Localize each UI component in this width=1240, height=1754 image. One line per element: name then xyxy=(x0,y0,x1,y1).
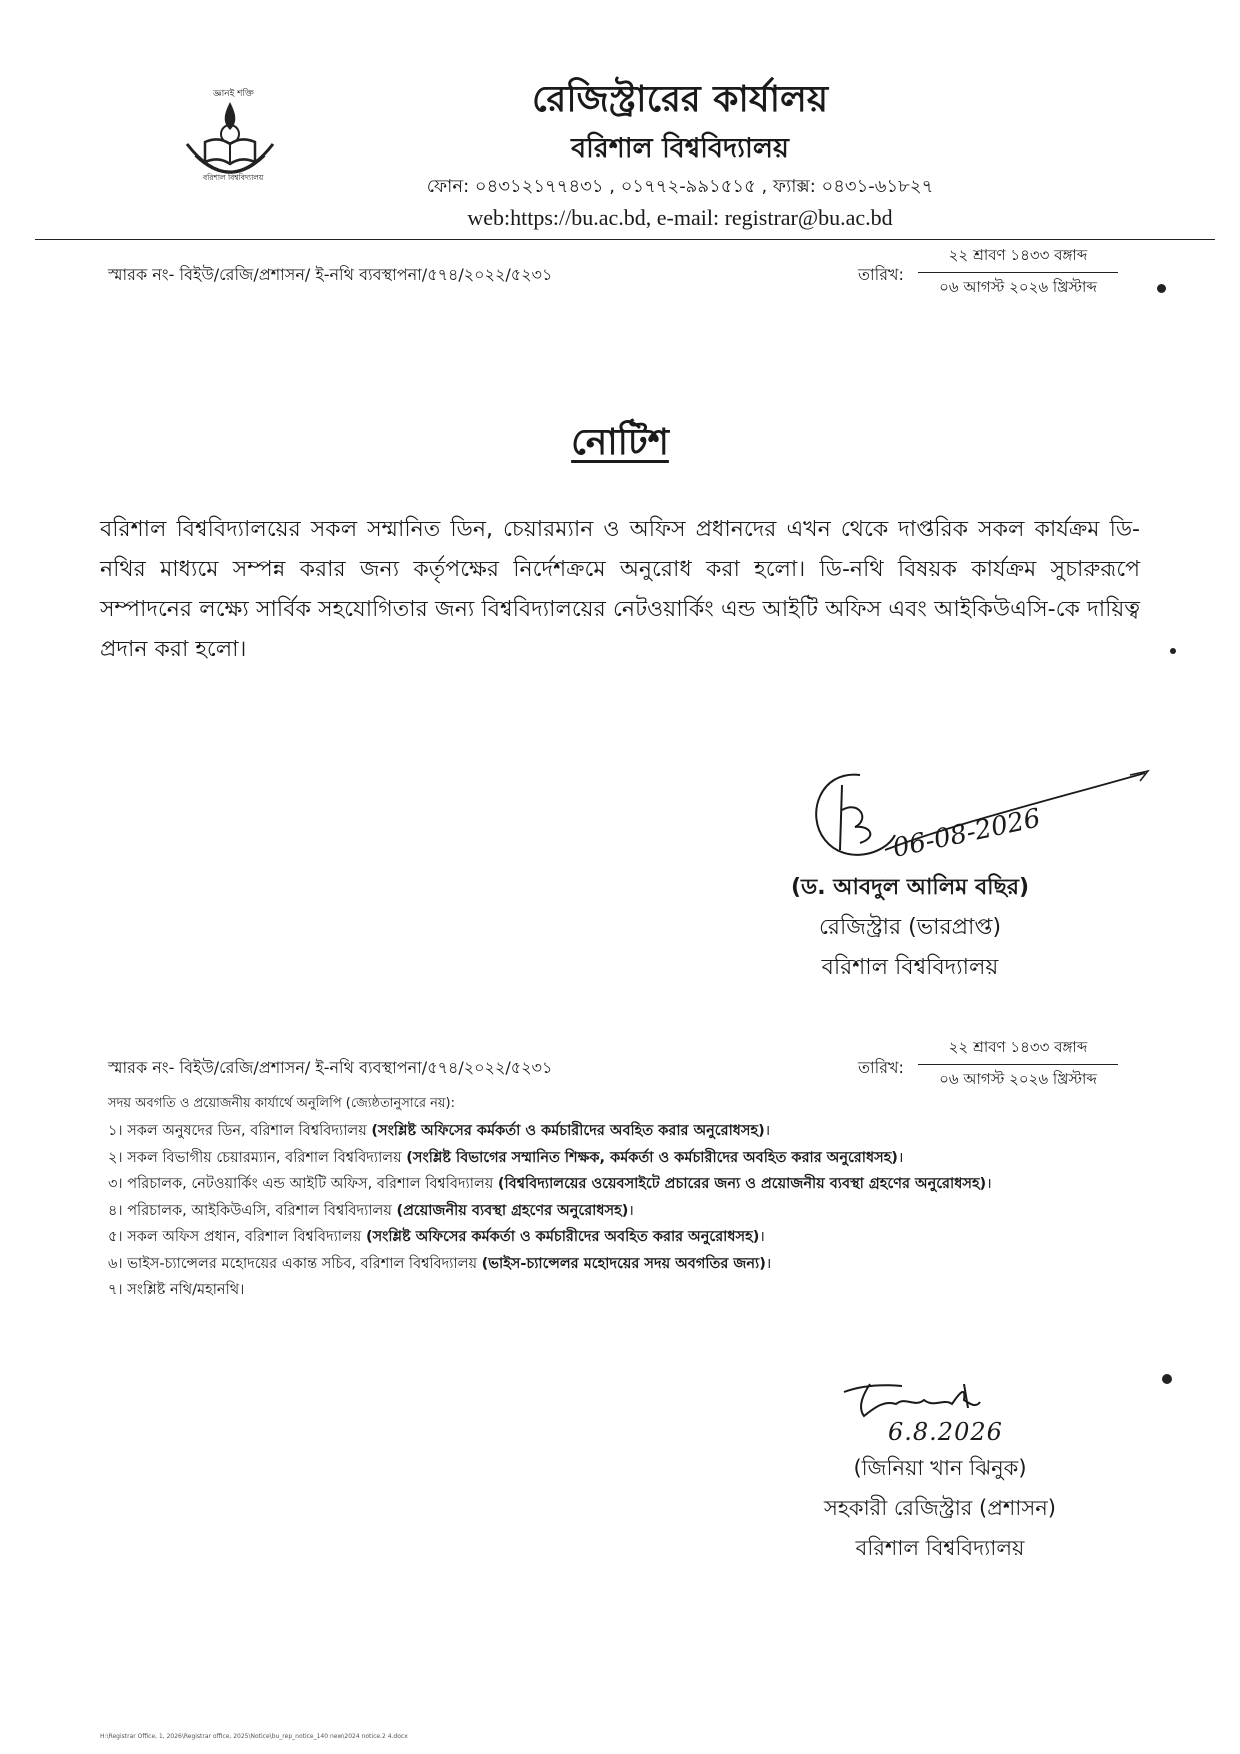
registrar-title: রেজিস্ট্রার (ভারপ্রাপ্ত) xyxy=(818,915,1002,940)
notice-title: নোটিশ xyxy=(571,422,669,463)
web-email-line: web:https://bu.ac.bd, e-mail: registrar@bu.ac.bd xyxy=(467,205,893,230)
date-bangla-bottom: ২২ শ্রাবণ ১৪৩৩ বঙ্গাব্দ xyxy=(918,1036,1118,1065)
date-bangla-top: ২২ শ্রাবণ ১৪৩৩ বঙ্গাব্দ xyxy=(918,244,1118,273)
list-item: ৭। সংশ্লিষ্ট নথি/মহানথি। xyxy=(108,1282,245,1298)
file-path-footer: H:\Registrar Office, 1, 2026\Registrar office, 2025\Notice\bu_rep_notice_140 new\2024 notice.2 4.docx xyxy=(100,1733,408,1740)
date-label-top: তারিখ: xyxy=(858,265,904,284)
date-gregorian-bottom: ০৬ আগস্ট ২০২৬ খ্রিস্টাব্দ xyxy=(939,1070,1097,1088)
notice-body: বরিশাল বিশ্ববিদ্যালয়ের সকল সম্মানিত ডিন, চেয়ারম্যান ও অফিস প্রধানদের এখন থেকে দাপ্তরিক সকল কার্যক্রম ডি-নথির মাধ্যমে সম্পন্ন করার জন্য কর্তৃপক্ষের নির্দেশক্রমে অনুরোধ করা হলো। ডি-নথি বিষয়ক কার্যক্রম সুচারুরূপে সম্পাদনের লক্ষ্যে সার্বিক সহযোগিতার জন্য বিশ্ববিদ্যালয়ের নেটওয়ার্কিং এন্ড আইটি অফিস এবং আইকিউএসি-কে দায়িত্ব প্রদান করা হলো। xyxy=(100,517,1140,662)
list-item: ৩। পরিচালক, নেটওয়ার্কিং এন্ড আইটি অফিস, বরিশাল বিশ্ববিদ্যালয় (বিশ্ববিদ্যালয়ের ওয়েবসাইটে প্রচারের জন্য ও প্রয়োজনীয় ব্যবস্থা গ্রহণের অনুরোধসহ)। xyxy=(108,1176,992,1192)
date-block-top xyxy=(918,244,1118,301)
logo-motto: জ্ঞানই শক্তি xyxy=(213,89,254,99)
list-item: ৪। পরিচালক, আইকিউএসি, বরিশাল বিশ্ববিদ্যালয় (প্রয়োজনীয় ব্যবস্থা গ্রহণের অনুরোধসহ)। xyxy=(108,1202,634,1219)
punch-mark xyxy=(1170,648,1176,654)
list-item: ৫। সকল অফিস প্রধান, বরিশাল বিশ্ববিদ্যালয় (সংশ্লিষ্ট অফিসের কর্মকর্তা ও কর্মচারীদের অবহিত করার অনুরোধসহ)। xyxy=(108,1229,765,1245)
list-item: ১। সকল অনুষদের ডিন, বরিশাল বিশ্ববিদ্যালয় (সংশ্লিষ্ট অফিসের কর্মকর্তা ও কর্মচারীদের অবহিত করার অনুরোধসহ)। xyxy=(108,1123,771,1139)
office-title: রেজিস্ট্রারের কার্যালয় xyxy=(531,79,829,120)
registrar-organization: বরিশাল বিশ্ববিদ্যালয় xyxy=(821,955,999,980)
university-name: বরিশাল বিশ্ববিদ্যালয় xyxy=(571,133,789,164)
contact-line: ফোন: ০৪৩১২১৭৭৪৩১ , ০১৭৭২-৯৯১৫১৫ , ফ্যাক্স: ০৪৩১-৬১৮২৭ xyxy=(426,176,934,197)
copy-list xyxy=(108,1118,1188,1304)
registrar-signature xyxy=(800,765,1160,885)
header-divider xyxy=(35,239,1215,240)
list-item: ২। সকল বিভাগীয় চেয়ারম্যান, বরিশাল বিশ্ববিদ্যালয় (সংশ্লিষ্ট বিভাগের সম্মানিত শিক্ষক, কর্মকর্তা ও কর্মচারীদের অবহিত করার অনুরোধসহ)। xyxy=(108,1149,904,1166)
copy-heading: সদয় অবগতি ও প্রয়োজনীয় কার্যার্থে অনুলিপি (জ্যেষ্ঠতানুসারে নয়): xyxy=(108,1096,456,1111)
date-label-bottom: তারিখ: xyxy=(858,1058,904,1077)
assistant-registrar-organization: বরিশাল বিশ্ববিদ্যালয় xyxy=(855,1536,1025,1560)
university-logo xyxy=(175,82,285,192)
memo-number-bottom: স্মারক নং- বিইউ/রেজি/প্রশাসন/ ই-নথি ব্যবস্থাপনা/৫৭৪/২০২২/৫২৩১ xyxy=(108,1058,553,1077)
date-gregorian-top: ০৬ আগস্ট ২০২৬ খ্রিস্টাব্দ xyxy=(939,278,1097,296)
date-block-bottom xyxy=(918,1036,1118,1093)
logo-ring-text: বরিশাল বিশ্ববিদ্যালয় xyxy=(203,173,264,182)
signature-date-2: 6.8.2026 xyxy=(888,1418,1003,1446)
punch-mark xyxy=(1162,1374,1172,1384)
list-item: ৬। ভাইস-চ্যান্সেলর মহোদয়ের একান্ত সচিব, বরিশাল বিশ্ববিদ্যালয় (ভাইস-চ্যান্সেলর মহোদয়ের সদয় অবগতির জন্য)। xyxy=(108,1255,772,1272)
memo-number-top: স্মারক নং- বিইউ/রেজি/প্রশাসন/ ই-নথি ব্যবস্থাপনা/৫৭৪/২০২২/৫২৩১ xyxy=(108,265,553,284)
signature-date-1: 06-08-2026 xyxy=(890,803,1044,864)
registrar-name: (ড. আবদুল আলিম বছির) xyxy=(790,875,1030,900)
punch-mark xyxy=(1157,284,1166,293)
assistant-registrar-title: সহকারী রেজিস্ট্রার (প্রশাসন) xyxy=(823,1496,1056,1520)
assistant-registrar-name: (জিনিয়া খান ঝিনুক) xyxy=(853,1456,1027,1480)
